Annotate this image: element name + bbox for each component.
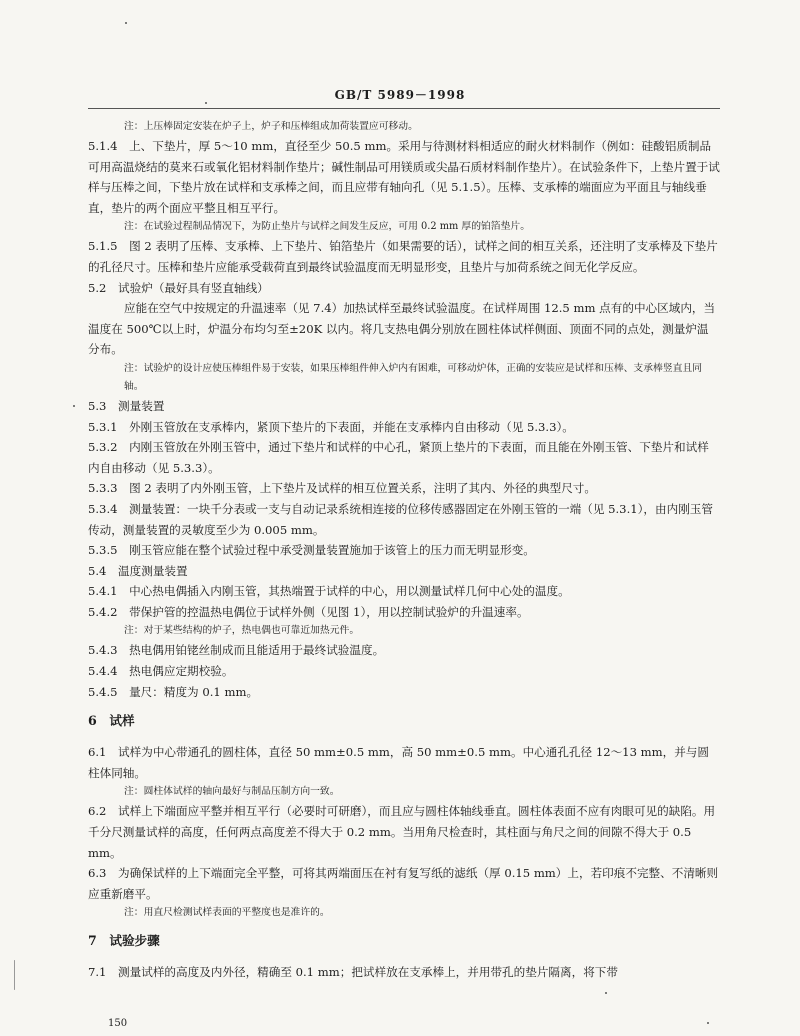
clause-paragraph: 5.2 试验炉（最好具有竖直轴线） <box>88 280 269 295</box>
note-text: 注：用直尺检测试样表面的平整度也是准许的。 <box>124 907 330 919</box>
clause-paragraph: 5.4.4 热电偶应定期校验。 <box>88 664 234 679</box>
clause-paragraph: 5.1.4 上、下垫片，厚 5～10 mm，直径至少 50.5 mm。采用与待测材料相适应的耐火材料制作（例如：硅酸铝质制品可用高温烧结的莫来石或氧化铝材料制作垫片；碱性制品可用镁质或尖晶石质材料制作垫片）。在试验条件下，上垫片置于试样与压棒之间，下垫片放在试样和支承棒之间，而且应带有轴向孔（见 5.1.5）。压棒、支承棒的端面应为平面且与轴线垂直，垫片的两个面应平整且相互平行。 <box>88 139 720 215</box>
clause-paragraph: 5.3 测量装置 <box>88 398 165 413</box>
section-title: 6 试样 <box>88 713 135 729</box>
clause-paragraph: 5.3.4 测量装置：一块千分表或一支与自动记录系统相连接的位移传感器固定在外刚玉管的一端（见 5.3.1），由内刚玉管传动，测量装置的灵敏度至少为 0.005 mm。 <box>88 501 713 537</box>
header-rule <box>88 108 720 109</box>
clause-paragraph: 5.4.3 热电偶用铂铑丝制成而且能适用于最终试验温度。 <box>88 643 385 658</box>
clause-paragraph: 5.4.5 量尺：精度为 0.1 mm。 <box>88 684 259 699</box>
standard-header: GB/T 5989－1998 <box>334 88 466 102</box>
scan-speck <box>73 405 75 407</box>
clause-paragraph: 5.1.5 图 2 表明了压棒、支承棒、上下垫片、铂箔垫片（如果需要的话），试样之间的相互关系，还注明了支承棒及下垫片的孔径尺寸。压棒和垫片应能承受载荷直到最终试验温度而无明显形变，且垫片与加荷系统之间无化学反应。 <box>88 239 718 274</box>
clause-paragraph: 5.4.1 中心热电偶插入内刚玉管，其热端置于试样的中心，用以测量试样几何中心处的温度。 <box>88 584 570 599</box>
scan-speck <box>605 992 607 994</box>
page-number: 150 <box>108 1018 128 1029</box>
note-text: 注：圆柱体试样的轴向最好与制品压制方向一致。 <box>124 786 340 798</box>
clause-paragraph: 5.3.5 刚玉管应能在整个试验过程中承受测量装置施加于该管上的压力而无明显形变。 <box>88 543 535 558</box>
clause-paragraph: 6.1 试样为中心带通孔的圆柱体，直径 50 mm±0.5 mm，高 50 mm±0.5 mm。中心通孔孔径 12～13 mm，并与圆柱体同轴。 <box>88 745 709 780</box>
paragraph: 应能在空气中按规定的升温速率（见 7.4）加热试样至最终试验温度。在试样周围 12.5 mm 点有的中心区域内，当温度在 500℃以上时，炉温分布均匀至±20K 以内。将几支热电偶分别放在圆柱体试样侧面、顶面不同的点处，测量炉温分布。 <box>88 301 716 357</box>
section-title: 7 试验步骤 <box>88 933 160 949</box>
scan-speck <box>125 22 127 24</box>
clause-paragraph: 6.3 为确保试样的上下端面完全平整，可将其两端面压在衬有复写纸的滤纸（厚 0.15 mm）上，若印痕不完整、不清晰则应重新磨平。 <box>88 866 719 901</box>
clause-paragraph: 5.4 温度测量装置 <box>88 563 188 578</box>
note-text: 注：对于某些结构的炉子，热电偶也可靠近加热元件。 <box>124 625 360 637</box>
clause-paragraph: 5.4.2 带保护管的控温热电偶位于试样外侧（见图 1），用以控制试验炉的升温速率。 <box>88 604 529 619</box>
note-text: 注：上压棒固定安装在炉子上，炉子和压棒组成加荷装置应可移动。 <box>124 121 418 132</box>
note-text: 注：试验炉的设计应使压棒组件易于安装，如果压棒组件伸入炉内有困难，可移动炉体，正确的安装应是试样和压棒、支承棒竖直且同轴。 <box>124 362 703 392</box>
scan-speck <box>14 960 15 990</box>
clause-paragraph: 5.3.1 外刚玉管放在支承棒内，紧顶下垫片的下表面，并能在支承棒内自由移动（见 5.3.3）。 <box>88 419 574 434</box>
scan-speck <box>205 102 207 104</box>
document-body <box>88 118 720 983</box>
clause-paragraph: 6.2 试样上下端面应平整并相互平行（必要时可研磨），而且应与圆柱体轴线垂直。圆柱体表面不应有肉眼可见的缺陷。用千分尺测量试样的高度，任何两点高度差不得大于 0.2 mm。当用角尺检查时，其柱面与角尺之间的间隙不得大于 0.5 mm。 <box>88 804 716 860</box>
note-text: 注：在试验过程制品情况下，为防止垫片与试样之间发生反应，可用 0.2 mm 厚的铂箔垫片。 <box>124 221 530 233</box>
clause-paragraph: 5.3.3 图 2 表明了内外刚玉管，上下垫片及试样的相互位置关系，注明了其内、外径的典型尺寸。 <box>88 481 596 496</box>
clause-paragraph: 7.1 测量试样的高度及内外径，精确至 0.1 mm；把试样放在支承棒上，并用带孔的垫片隔离，将下带 <box>88 965 618 980</box>
scan-speck <box>707 1022 709 1024</box>
clause-paragraph: 5.3.2 内刚玉管放在外刚玉管中，通过下垫片和试样的中心孔，紧顶上垫片的下表面，而且能在外刚玉管、下垫片和试样内自由移动（见 5.3.3）。 <box>88 440 709 475</box>
